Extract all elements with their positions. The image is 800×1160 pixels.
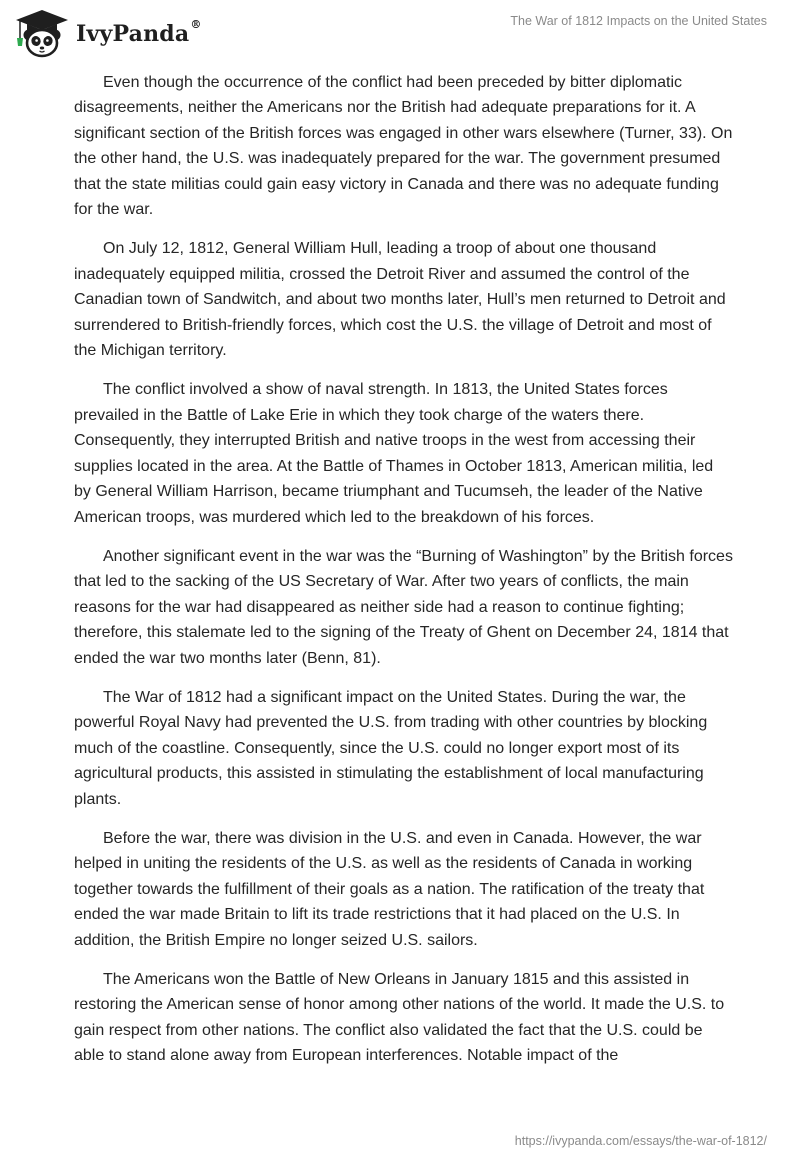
essay-paragraph-2: On July 12, 1812, General William Hull, leading a troop of about one thousand inadequately equipped militia, crossed the Detroit River and assumed the control of the Canadian town of Sandwitch, and about two months later, Hull’s men returned to Detroit and surrendered to British-friendly forces, which cost the U.S. the village of Detroit and most of the Michigan territory. [74,240,726,360]
essay-paragraph-1: Even though the occurrence of the conflict had been preceded by bitter diplomatic disagreements, neither the Americans nor the British had adequate preparations for it. A significant section of the British forces was engaged in other wars elsewhere (Turner, 33). On the other hand, the U.S. was inadequately prepared for the war. The government presumed that the state militias could gain easy victory in Canada and there was no adequate funding for the war. [74,74,733,219]
source-url[interactable]: https://ivypanda.com/essays/the-war-of-1812/ [514,1134,767,1148]
essay-body [74,70,734,1083]
document-running-title: The War of 1812 Impacts on the United States [510,14,767,28]
essay-paragraph-3: The conflict involved a show of naval strength. In 1813, the United States forces prevailed in the Battle of Lake Erie in which they took charge of the waters there. Consequently, they interrupted British and native troops in the west from accessing their supplies located in the area. At the Battle of Thames in October 1813, American militia, led by General William Harrison, became triumphant and Tucumseh, the leader of the Native American troops, was murdered which led to the breakdown of his forces. [74,381,714,526]
panda-graduation-cap-icon [14,8,70,58]
ivypanda-logo[interactable] [14,8,202,58]
page-header [0,0,800,70]
essay-paragraph-4: Another significant event in the war was the “Burning of Washington” by the British forces that led to the sacking of the US Secretary of War. After two years of conflicts, the main reasons for the war had disappeared as neither side had a reason to continue fighting; therefore, this stalemate led to the signing of the Treaty of Ghent on December 24, 1814 that ended the war two months later (Benn, 81). [74,547,733,667]
brand-name: IvyPanda® [76,18,202,47]
essay-paragraph-5: The War of 1812 had a significant impact on the United States. During the war, the powerful Royal Navy had prevented the U.S. from trading with other countries by blocking much of the coastline. Consequently, since the U.S. could no longer export most of its agricultural products, this assisted in stimulating the establishment of local manufacturing plants. [74,688,708,808]
essay-paragraph-6: Before the war, there was division in the U.S. and even in Canada. However, the war helped in uniting the residents of the U.S. as well as the residents of Canada in working together towards the fulfillment of their goals as a nation. The ratification of the treaty that ended the war made Britain to lift its trade restrictions that it had placed on the U.S. In addition, the British Empire no longer seized U.S. sailors. [74,829,705,949]
essay-paragraph-7: The Americans won the Battle of New Orleans in January 1815 and this assisted in restoring the American sense of honor among other nations of the world. It made the U.S. to gain respect from other nations. The conflict also validated the fact that the U.S. could be able to stand alone away from European interferences. Notable impact of the [74,971,725,1065]
registered-mark: ® [190,18,202,31]
